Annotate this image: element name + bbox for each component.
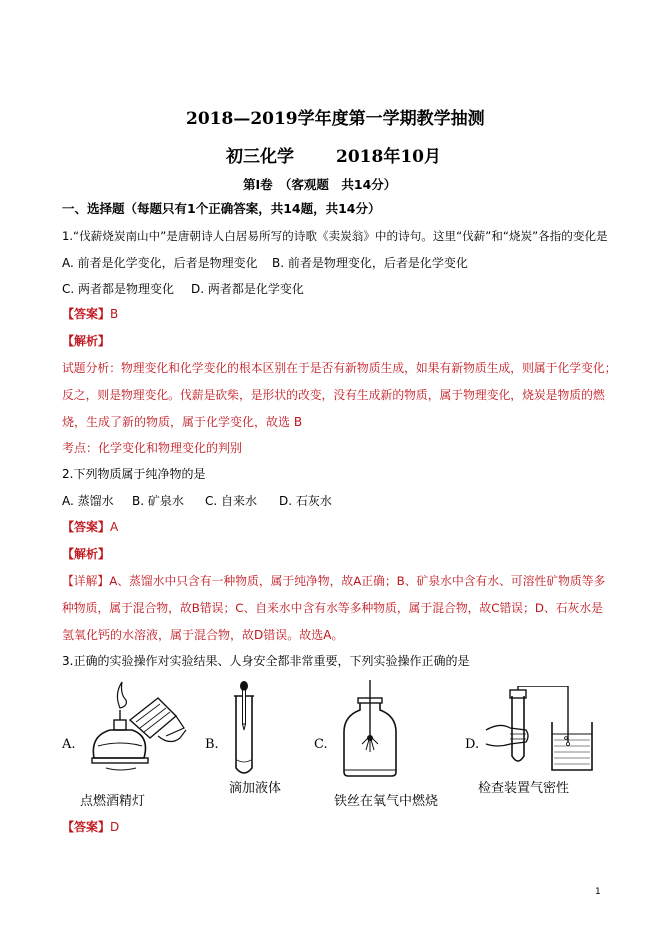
- exam-date: 2018年10月: [336, 147, 441, 167]
- q1-answer: [62, 305, 118, 322]
- q2-answer-label: 【答案】: [62, 520, 111, 534]
- q2-option-d: D. 石灰水: [279, 494, 332, 508]
- q3-option-b-label: B.: [205, 737, 219, 752]
- section-heading: 一、选择题（每题只有1个正确答案，共14题，共14分）: [62, 201, 381, 216]
- exam-subject: 初三化学: [226, 147, 294, 167]
- dropper-test-tube-illustration: [224, 680, 264, 780]
- volume-heading: 第Ⅰ卷 （客观题 共14分）: [243, 177, 397, 192]
- q1-analysis-label: 【解析】: [62, 334, 111, 348]
- q3-answer-value: D: [110, 820, 120, 834]
- q3-option-c-caption: 铁丝在氧气中燃烧: [334, 794, 439, 809]
- q1-option-d: D. 两者都是化学变化: [191, 282, 304, 296]
- q1-option-c: C. 两者都是物理变化: [62, 282, 175, 296]
- q2-answer: [62, 518, 118, 535]
- q1-analysis-line-3: 烧，生成了新的物质，属于化学变化，故选 B: [62, 415, 303, 429]
- q1-point: 考点：化学变化和物理变化的判别: [62, 441, 243, 455]
- alcohol-lamp-lighting-illustration: [80, 676, 190, 776]
- q2-detail-line-3: 氢氧化钙的水溶液，属于混合物，故D错误。故选A。: [62, 628, 344, 642]
- page-number: 1: [595, 887, 601, 897]
- q3-option-d-label: D.: [465, 737, 480, 752]
- q3-option-c-label: C.: [314, 737, 328, 752]
- q2-option-c: C. 自来水: [205, 494, 258, 508]
- q1-analysis-line-1: 试题分析：物理变化和化学变化的根本区别在于是否有新物质生成，如果有新物质生成，则属于化学变化；: [62, 361, 617, 375]
- q2-detail-line-1: 【详解】A、蒸馏水中只含有一种物质，属于纯净物，故A正确；B、矿泉水中含有水、可溶性矿物质等多: [62, 574, 606, 588]
- q3-option-a-caption: 点燃酒精灯: [80, 794, 146, 809]
- exam-title: 2018—2019学年度第一学期教学抽测: [186, 109, 485, 129]
- q1-option-b: B. 前者是物理变化，后者是化学变化: [272, 256, 468, 270]
- q3-answer-label: 【答案】: [62, 820, 111, 834]
- q3-option-d-caption: 检查装置气密性: [478, 781, 570, 796]
- q2-analysis-label: 【解析】: [62, 547, 111, 561]
- q2-option-a: A. 蒸馏水: [62, 494, 114, 508]
- q1-stem: 1.“伐薪烧炭南山中”是唐朝诗人白居易所写的诗歌《卖炭翁》中的诗句。这里“伐薪”和“烧炭”各指的变化是: [62, 229, 608, 243]
- q3-answer: [62, 818, 119, 835]
- q3-option-a-label: A.: [62, 737, 76, 752]
- airtightness-check-illustration: [482, 686, 602, 776]
- q2-detail-line-2: 种物质，属于混合物，故B错误；C、自来水中含有水等多种物质，属于混合物，故C错误；D、石灰水是: [62, 601, 603, 615]
- q3-option-b-caption: 滴加液体: [229, 781, 282, 796]
- q2-answer-value: A: [110, 520, 119, 534]
- iron-wire-oxygen-bottle-illustration: [338, 680, 402, 780]
- q1-option-a: A. 前者是化学变化，后者是物理变化: [62, 256, 258, 270]
- q2-stem: 2.下列物质属于纯净物的是: [62, 467, 206, 481]
- q1-answer-value: B: [110, 307, 119, 321]
- q1-analysis-line-2: 反之，则是物理变化。伐薪是砍柴，是形状的改变，没有生成新的物质，属于物理变化，烧炭是物质的燃: [62, 388, 605, 402]
- q1-answer-label: 【答案】: [62, 307, 111, 321]
- q2-option-b: B. 矿泉水: [132, 494, 184, 508]
- q3-stem: 3.正确的实验操作对实验结果、人身安全都非常重要，下列实验操作正确的是: [62, 654, 470, 668]
